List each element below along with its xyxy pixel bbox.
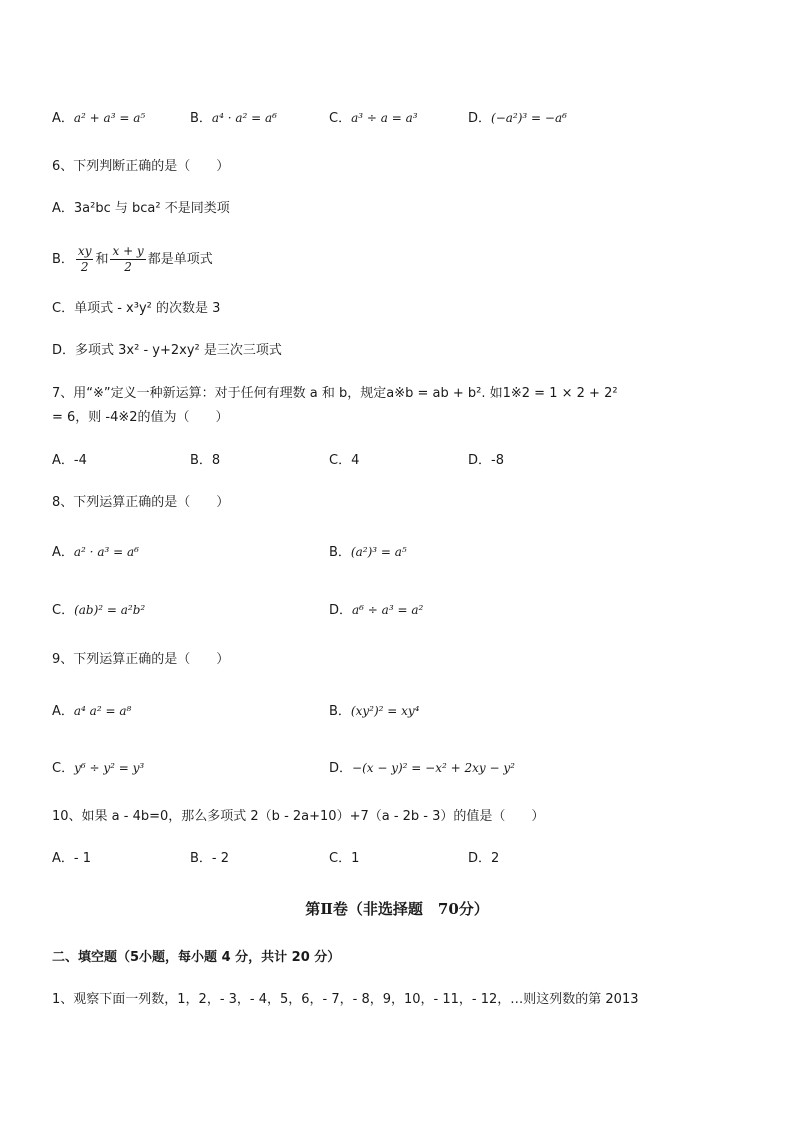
q10-option-d: D．2	[468, 851, 500, 866]
q8-option-d: D．a⁶ ÷ a³ = a²	[329, 603, 424, 618]
section2-heading: 二、填空题（5小题，每小题 4 分，共计 20 分）	[52, 950, 341, 965]
q8-option-b: B．(a²)³ = a⁵	[329, 545, 407, 560]
q10-stem: 10、如果 a - 4b=0，那么多项式 2（b - 2a+10）+7（a - 2b - 3）的值是（ ）	[52, 809, 545, 824]
q7-option-b: B．8	[190, 453, 221, 468]
q6-option-b: B． $\frac{xy}{2}$ 和 $\frac{x + y}{2}$ 都是单项式	[52, 244, 213, 274]
q9-option-c: C．y⁶ ÷ y² = y³	[52, 761, 145, 776]
q8-option-c: C．(ab)² = a²b²	[52, 603, 146, 618]
q7-stem-line1: 7、用“※”定义一种新运算：对于任何有理数 a 和 b，规定a※b = ab + b². 如1※2 = 1 × 2 + 2²	[52, 386, 618, 401]
q6-option-c: C．单项式 - x³y² 的次数是 3	[52, 301, 221, 316]
q9-stem: 9、下列运算正确的是（ ）	[52, 652, 230, 667]
q7-option-d: D．-8	[468, 453, 504, 468]
q6-stem: 6、下列判断正确的是（ ）	[52, 159, 230, 174]
q6-option-d: D．多项式 3x² - y+2xy² 是三次三项式	[52, 343, 282, 358]
q6-option-a: A．3a²bc 与 bca² 不是同类项	[52, 201, 230, 216]
fill-question-1: 1、观察下面一列数，1，2，- 3，- 4，5，6，- 7，- 8，9，10，- 11，- 12，…则这列数的第 2013	[52, 992, 639, 1007]
q5-option-b: B．a⁴ · a² = a⁶	[190, 111, 277, 126]
q10-option-c: C．1	[329, 851, 360, 866]
q10-option-b: B．- 2	[190, 851, 230, 866]
q7-option-a: A．-4	[52, 453, 87, 468]
q8-option-a: A．a² · a³ = a⁶	[52, 545, 139, 560]
q9-option-d: D．−(x − y)² = −x² + 2xy − y²	[329, 761, 515, 776]
q5-option-a: A．a² + a³ = a⁵	[52, 111, 146, 126]
q8-stem: 8、下列运算正确的是（ ）	[52, 495, 230, 510]
q7-stem-line2: = 6，则 -4※2的值为（ ）	[52, 410, 229, 425]
fraction-xy-over-2: $\frac{xy}{2}$	[77, 244, 92, 274]
part2-title: 第Ⅱ卷（非选择题 70分）	[305, 900, 489, 918]
q7-option-c: C．4	[329, 453, 360, 468]
q10-option-a: A．- 1	[52, 851, 91, 866]
q5-option-d: D．(−a²)³ = −a⁶	[468, 111, 567, 126]
q5-option-c: C．a³ ÷ a = a³	[329, 111, 418, 126]
fraction-x-plus-y-over-2: $\frac{x + y}{2}$	[112, 244, 144, 274]
q9-option-b: B．(xy²)² = xy⁴	[329, 704, 420, 719]
q9-option-a: A．a⁴ a² = a⁸	[52, 704, 132, 719]
